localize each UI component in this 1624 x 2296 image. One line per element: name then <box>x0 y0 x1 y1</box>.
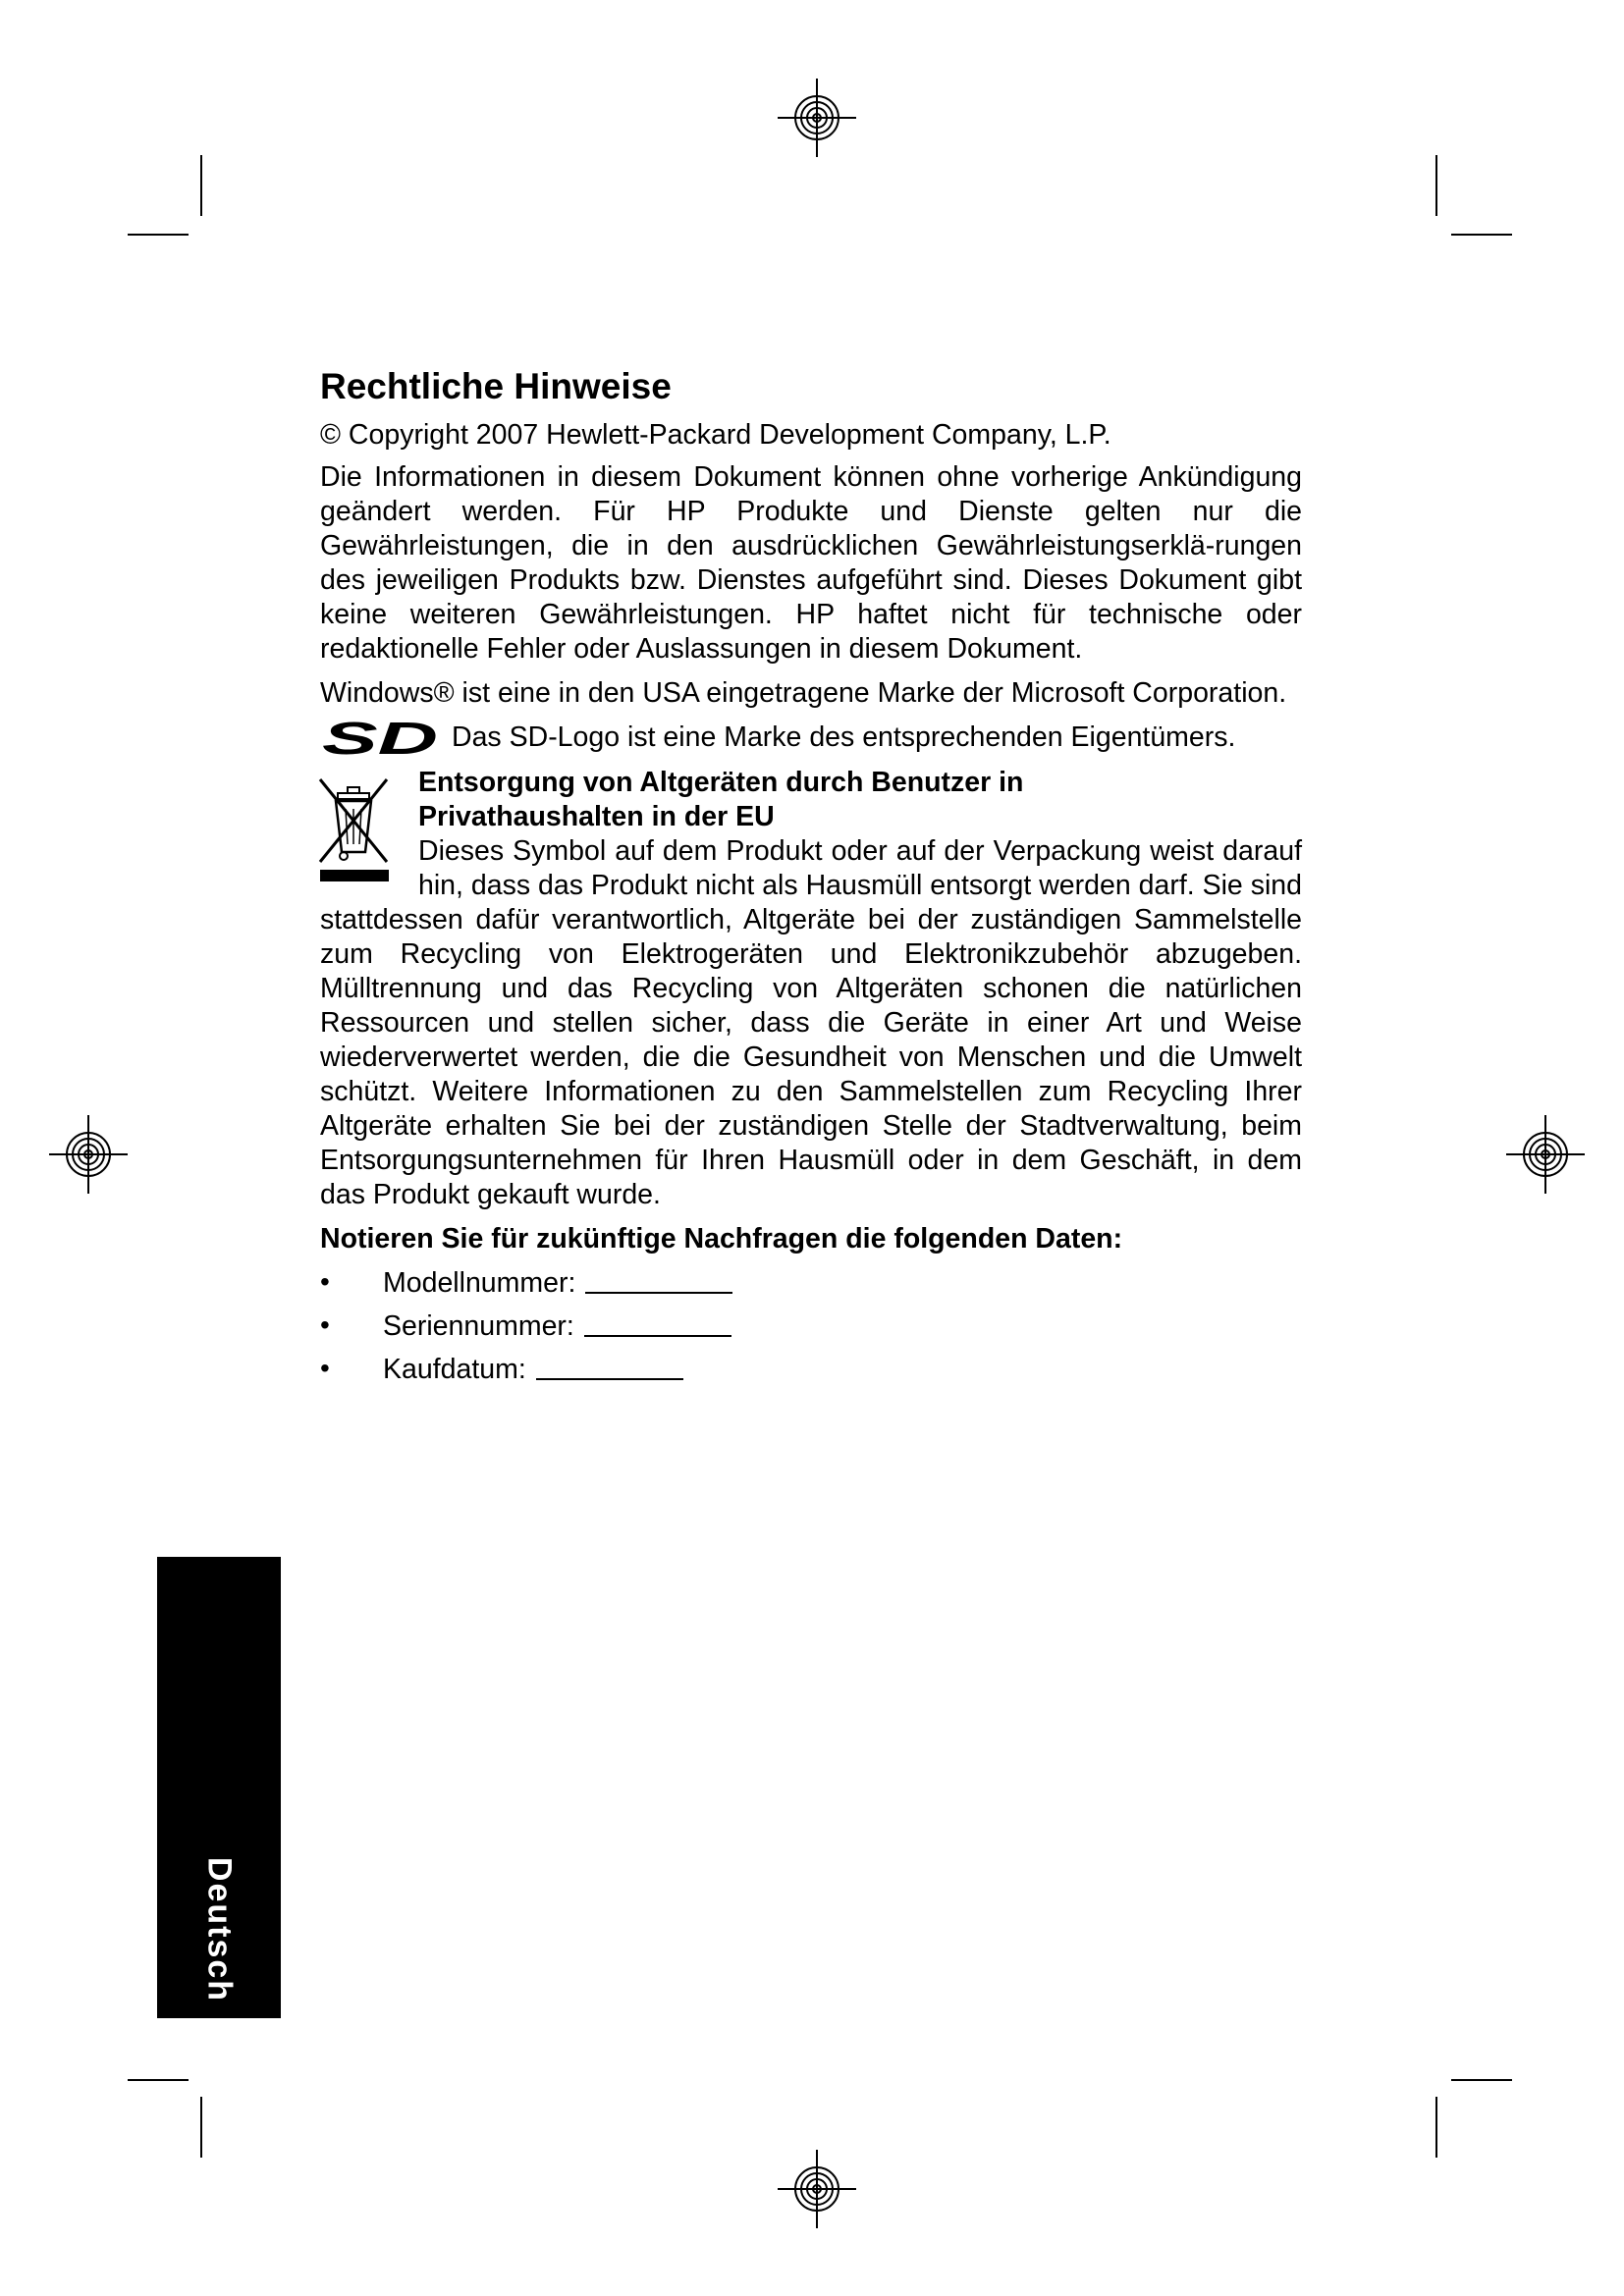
language-side-tab <box>157 1557 281 2018</box>
crop-mark-bottom-right-v <box>1435 2097 1437 2158</box>
registration-mark-right-icon <box>1506 1115 1585 1194</box>
model-number-blank <box>585 1264 732 1294</box>
serial-number-blank <box>584 1308 731 1337</box>
list-item <box>320 1351 1302 1394</box>
crop-mark-bottom-left-v <box>200 2097 202 2158</box>
sd-trademark-line <box>320 721 1302 760</box>
crop-mark-bottom-right-h <box>1451 2079 1512 2081</box>
sd-logo-icon <box>320 719 444 758</box>
registration-mark-top-icon <box>778 79 856 157</box>
copyright-line: © Copyright 2007 Hewlett-Packard Development Company, L.P. <box>320 419 1111 452</box>
crossed-out-bin-icon <box>316 772 393 887</box>
bullet: • <box>320 1309 330 1341</box>
crop-mark-top-right-v <box>1435 155 1437 216</box>
page-title: Rechtliche Hinweise <box>320 366 672 406</box>
crop-mark-top-right-h <box>1451 234 1512 236</box>
registration-mark-left-icon <box>49 1115 128 1194</box>
weee-section <box>320 766 1302 1212</box>
weee-title-line-2: Privathaushalten in der EU <box>418 801 775 833</box>
disclaimer-paragraph: Die Informationen in diesem Dokument können ohne vorherige Ankündigung geändert werden. Für HP Produkte und Dienste gelten nur die Gewährleistungen, die in den ausdrücklichen Gewährleistungserklä-rungen des jeweiligen Produkts bzw. Dienstes aufgeführt sind. Dieses Dokument gibt keine weiteren Gewährleistungen. HP haftet nicht für technische oder redaktionelle Fehler oder Auslassungen in diesem Dokument. <box>320 461 1302 666</box>
model-number-label: Modellnummer: <box>383 1267 576 1300</box>
bullet: • <box>320 1266 330 1298</box>
record-fields-list <box>320 1264 1302 1394</box>
list-item <box>320 1308 1302 1351</box>
serial-number-label: Seriennummer: <box>383 1310 574 1343</box>
registration-mark-bottom-icon <box>778 2150 856 2228</box>
crop-mark-top-left-h <box>128 234 189 236</box>
trademark-windows-paragraph: Windows® ist eine in den USA eingetragene Marke der Microsoft Corporation. <box>320 677 1287 710</box>
sd-logo-text: SD <box>322 719 438 759</box>
weee-title-line-1: Entsorgung von Altgeräten durch Benutzer in <box>418 767 1024 799</box>
language-tab-label: Deutsch <box>200 1856 239 2003</box>
weee-body: Dieses Symbol auf dem Produkt oder auf der Verpackung weist darauf hin, dass das Produkt nicht als Hausmüll entsorgt werden darf. Sie sind stattdessen dafür verantwortlich, Altgeräte bei der zuständigen Sammelstelle zum Recycling von Elektrogeräten und Elektronikzubehör abzugeben. Mülltrennung und das Recycling von Altgeräten schonen die natürlichen Ressourcen und stellen sicher, dass die Geräte in einer Art und Weise wiederverwertet werden, die die Gesundheit von Menschen und die Umwelt schützt. Weitere Informationen zu den Sammelstellen zum Recycling Ihrer Altgeräte erhalten Sie bei der zuständigen Stelle der Stadtverwaltung, beim Entsorgungsunternehmen für Ihren Hausmüll oder in dem Geschäft, in dem das Produkt gekauft wurde. <box>320 835 1302 1211</box>
crop-mark-bottom-left-h <box>128 2079 189 2081</box>
purchase-date-blank <box>536 1351 683 1380</box>
legal-notices-section <box>320 365 1302 1394</box>
crop-mark-top-left-v <box>200 155 202 216</box>
list-item <box>320 1264 1302 1308</box>
sd-trademark-text: Das SD-Logo ist eine Marke des entsprechenden Eigentümers. <box>452 721 1236 754</box>
bullet: • <box>320 1353 330 1384</box>
purchase-date-label: Kaufdatum: <box>383 1354 526 1386</box>
notes-heading: Notieren Sie für zukünftige Nachfragen die folgenden Daten: <box>320 1223 1123 1255</box>
